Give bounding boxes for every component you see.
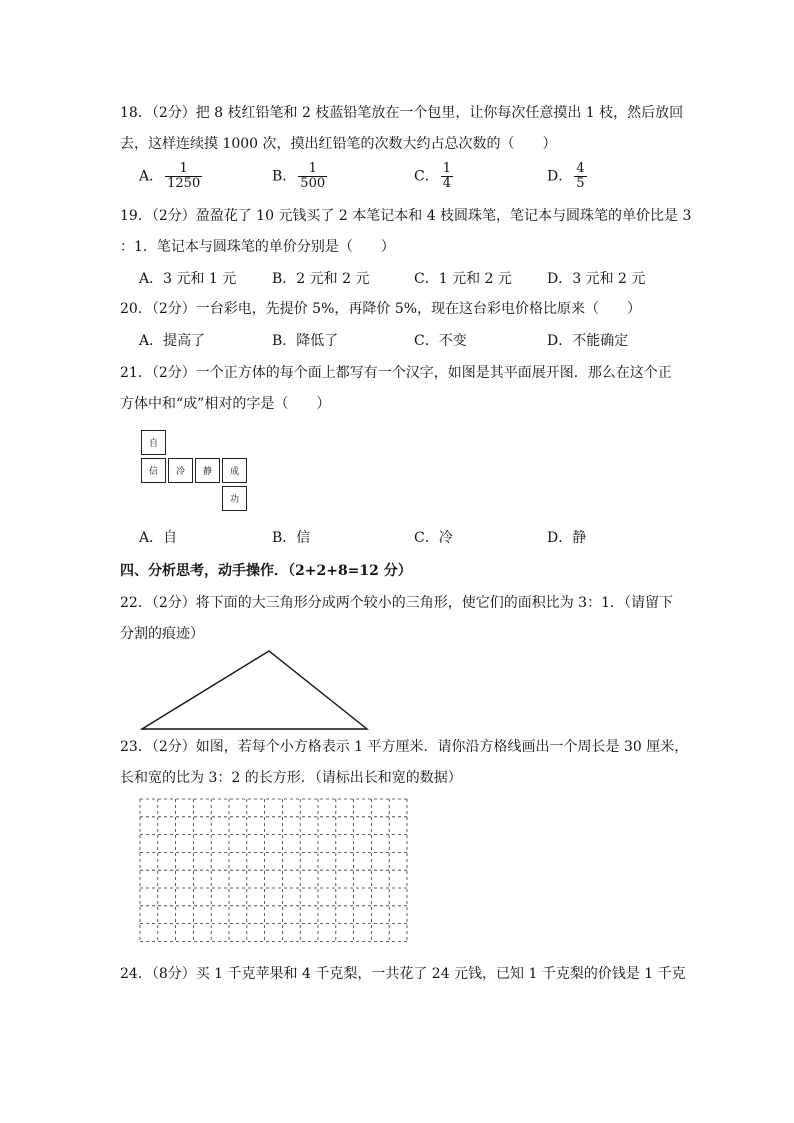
q19-option-b[interactable]: B．2 元和 2 元 <box>272 271 370 287</box>
square-grid-figure[interactable] <box>139 798 409 954</box>
net-face-row-1: 信 <box>141 458 166 483</box>
net-face-row-4: 成 <box>222 458 247 483</box>
fraction: $\frac{4}{5}$ <box>576 161 585 191</box>
q20-option-b[interactable]: B．降低了 <box>272 333 339 349</box>
q19-text-line1: 19．（2分）盈盈花了 10 元钱买了 2 本笔记本和 4 枝圆珠笔，笔记本与圆珠笔的单价比是 3 <box>120 208 692 224</box>
q18-option-b[interactable]: B． $\frac{1}{500}$ <box>272 161 326 191</box>
q22-text-line2: 分割的痕迹） <box>120 626 204 642</box>
net-face-row-3: 静 <box>195 458 220 483</box>
cube-net-figure <box>141 430 251 512</box>
q24-text-line1: 24．（8分）买 1 千克苹果和 4 千克梨，一共花了 24 元钱，已知 1 千克梨的价钱是 1 千克 <box>120 966 686 982</box>
q19-option-d[interactable]: D．3 元和 2 元 <box>547 271 646 287</box>
fraction: $\frac{1}{1250}$ <box>167 161 201 191</box>
net-face-row-2: 冷 <box>168 458 193 483</box>
q19-option-a[interactable]: A．3 元和 1 元 <box>139 271 237 287</box>
q21-options <box>139 527 699 553</box>
q18-option-d[interactable]: D． $\frac{4}{5}$ <box>547 161 585 191</box>
fraction: $\frac{1}{4}$ <box>442 161 451 191</box>
q20-option-a[interactable]: A．提高了 <box>139 333 206 349</box>
q18-text-line1: 18．（2分）把 8 枝红铅笔和 2 枝蓝铅笔放在一个包里，让你每次任意摸出 1 枝，然后放回 <box>120 105 684 121</box>
triangle-shape <box>142 651 367 729</box>
q21-text-line1: 21．（2分）一个正方体的每个面上都写有一个汉字，如图是其平面展开图．那么在这个正 <box>120 365 672 381</box>
fraction: $\frac{1}{500}$ <box>300 161 326 191</box>
net-face-top: 自 <box>141 430 166 455</box>
q22-text-line1: 22．（2分）将下面的大三角形分成两个较小的三角形，使它们的面积比为 3：1．（请留下 <box>120 595 673 611</box>
q20-options <box>139 330 699 356</box>
q23-text-line2: 长和宽的比为 3：2 的长方形．（请标出长和宽的数据） <box>120 770 462 786</box>
q20-text-line1: 20．（2分）一台彩电，先提价 5%，再降价 5%，现在这台彩电价格比原来（ ） <box>120 301 642 317</box>
q23-text-line1: 23．（2分）如图，若每个小方格表示 1 平方厘米．请你沿方格线画出一个周长是 30 厘米， <box>120 739 689 755</box>
q18-option-a[interactable]: A． $\frac{1}{1250}$ <box>139 161 201 191</box>
q20-option-c[interactable]: C．不变 <box>414 333 467 349</box>
q21-text-line2: 方体中和“成”相对的字是（ ） <box>120 396 331 412</box>
q21-option-c[interactable]: C．冷 <box>414 530 453 546</box>
net-face-bottom: 功 <box>222 486 247 511</box>
q21-option-b[interactable]: B．信 <box>272 530 311 546</box>
q19-text-line2: ：1．笔记本与圆珠笔的单价分别是（ ） <box>120 239 395 255</box>
q18-text-line2: 去，这样连续摸 1000 次，摸出红铅笔的次数大约占总次数的（ ） <box>120 136 557 152</box>
section-heading: 四、分析思考，动手操作．（2+2+8=12 分） <box>120 563 412 579</box>
triangle-figure[interactable] <box>140 648 372 732</box>
q18-options <box>139 161 699 191</box>
q21-option-a[interactable]: A．自 <box>139 530 178 546</box>
q19-option-c[interactable]: C．1 元和 2 元 <box>414 271 512 287</box>
q20-option-d[interactable]: D．不能确定 <box>547 333 629 349</box>
q19-options <box>139 268 699 294</box>
q21-option-d[interactable]: D．静 <box>547 530 587 546</box>
q18-option-c[interactable]: C． $\frac{1}{4}$ <box>414 161 451 191</box>
